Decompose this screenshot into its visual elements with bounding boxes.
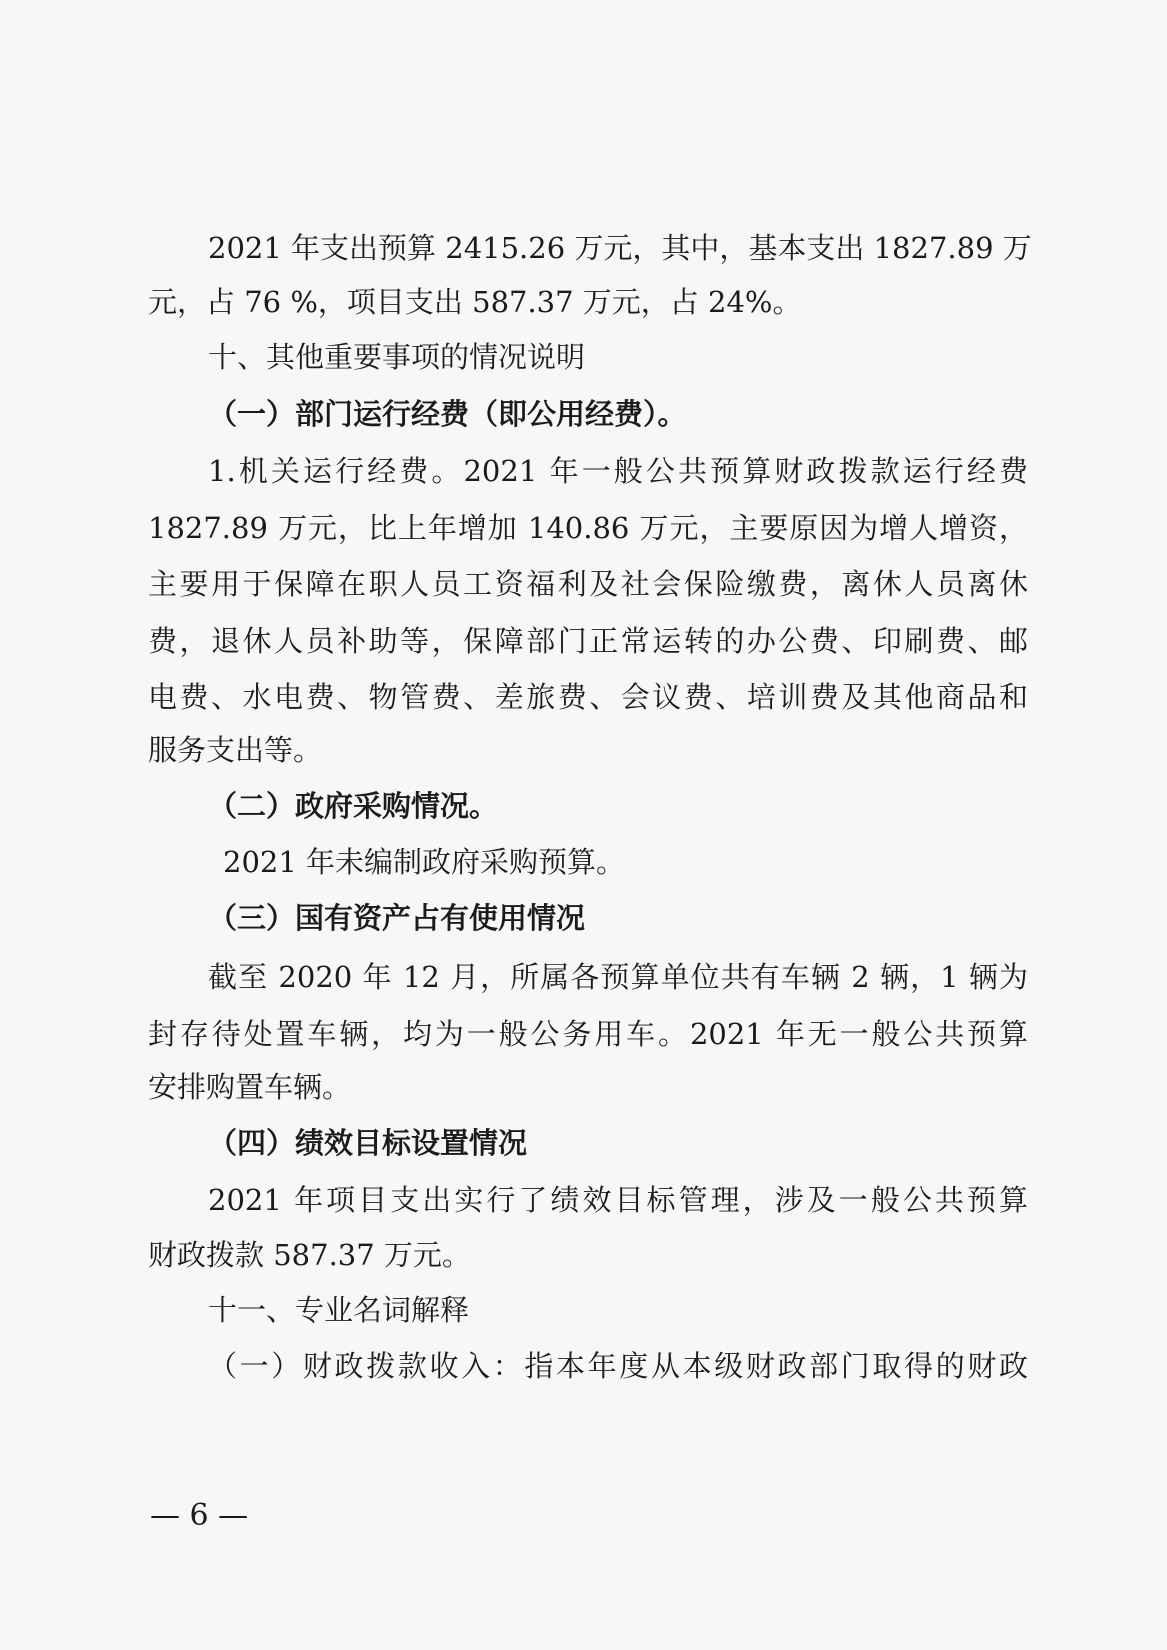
paragraph-assets-line-3: 安排购置车辆。 bbox=[148, 1070, 352, 1104]
subheading-operating-costs: （一）部门运行经费（即公用经费）。 bbox=[208, 397, 687, 431]
paragraph-operating-line-1: 1.机关运行经费。2021 年一般公共预算财政拨款运行经费 bbox=[208, 454, 1028, 488]
paragraph-operating-line-5: 电费、水电费、物管费、差旅费、会议费、培训费及其他商品和 bbox=[148, 680, 1028, 714]
section-heading-11: 十一、专业名词解释 bbox=[208, 1293, 470, 1327]
paragraph-terms-line-1: （一）财政拨款收入：指本年度从本级财政部门取得的财政 bbox=[208, 1349, 1028, 1383]
paragraph-performance-line-1: 2021 年项目支出实行了绩效目标管理，涉及一般公共预算 bbox=[208, 1183, 1028, 1217]
subheading-performance-goals: （四）绩效目标设置情况 bbox=[208, 1126, 528, 1160]
subheading-procurement: （二）政府采购情况。 bbox=[208, 789, 499, 823]
paragraph-procurement: 2021 年未编制政府采购预算。 bbox=[223, 845, 626, 879]
paragraph-operating-line-6: 服务支出等。 bbox=[148, 733, 323, 767]
paragraph-assets-line-1: 截至 2020 年 12 月，所属各预算单位共有车辆 2 辆，1 辆为 bbox=[208, 960, 1028, 994]
section-heading-10: 十、其他重要事项的情况说明 bbox=[208, 340, 586, 374]
subheading-state-assets: （三）国有资产占有使用情况 bbox=[208, 901, 586, 935]
page-number: — 6 — bbox=[150, 1498, 249, 1533]
paragraph-operating-line-2: 1827.89 万元，比上年增加 140.86 万元，主要原因为增人增资， bbox=[148, 511, 1028, 545]
paragraph-performance-line-2: 财政拨款 587.37 万元。 bbox=[148, 1238, 471, 1272]
paragraph-operating-line-3: 主要用于保障在职人员工资福利及社会保险缴费，离休人员离休 bbox=[148, 567, 1028, 601]
paragraph-budget-line-2: 元，占 76 %，项目支出 587.37 万元，占 24%。 bbox=[148, 285, 802, 319]
paragraph-budget-line-1: 2021 年支出预算 2415.26 万元，其中，基本支出 1827.89 万 bbox=[208, 231, 1032, 265]
paragraph-assets-line-2: 封存待处置车辆，均为一般公务用车。2021 年无一般公共预算 bbox=[148, 1017, 1028, 1051]
paragraph-operating-line-4: 费，退休人员补助等，保障部门正常运转的办公费、印刷费、邮 bbox=[148, 624, 1028, 658]
